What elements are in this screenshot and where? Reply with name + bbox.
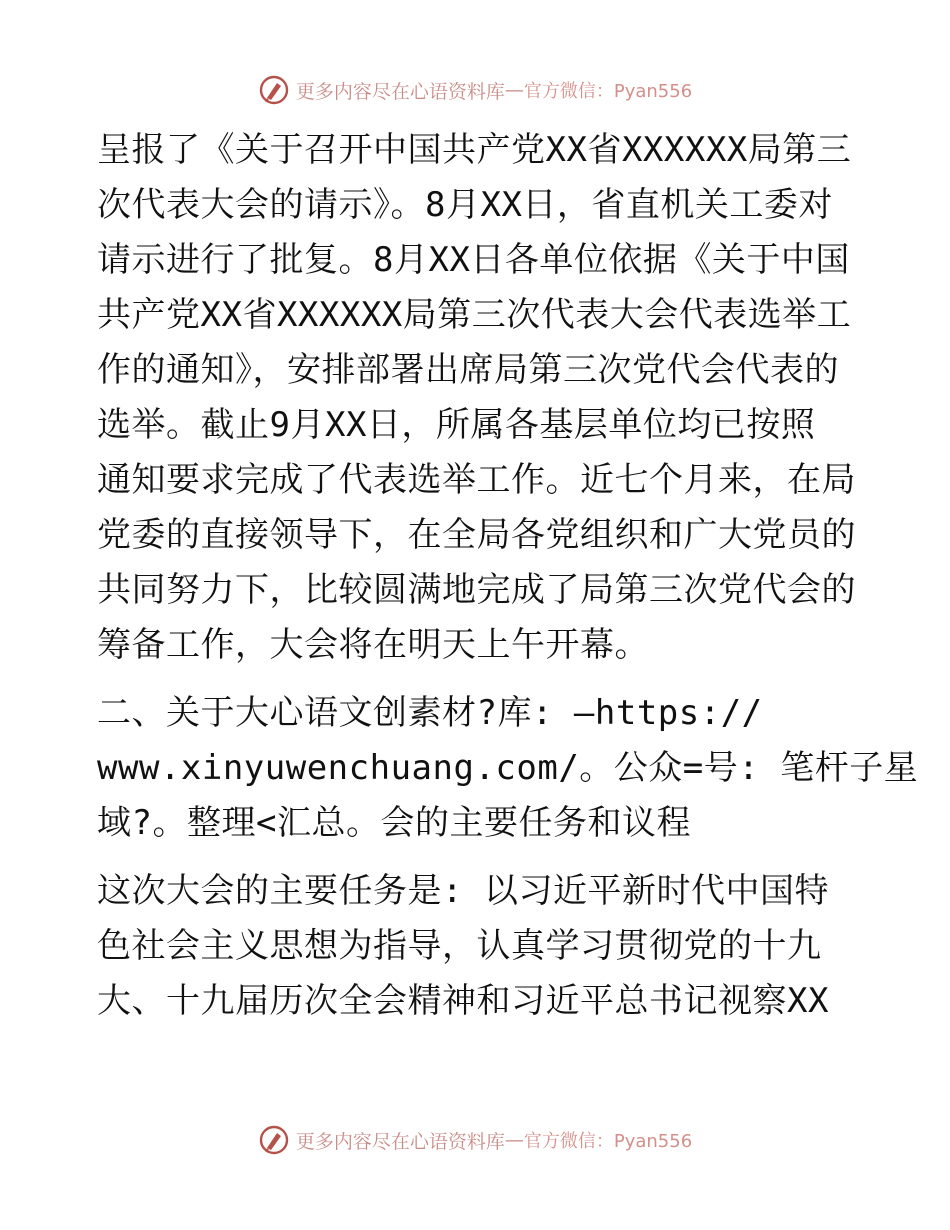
text-line: www.xinyuwenchuang.com/。公众=号: 笔杆子星 [97,748,919,788]
text-line: 通知要求完成了代表选举工作。近七个月来，在局 [97,460,856,500]
footer-watermark [0,1120,950,1160]
header-wechat-text: 官方微信：Pyan556 [523,81,693,102]
footer-wechat-text: 官方微信：Pyan556 [523,1131,693,1152]
paragraph-2 [97,686,919,851]
paragraph-3 [97,864,857,1029]
footer-dash: — [504,1129,524,1151]
text-line: 党委的直接领导下，在全局各党组织和广大党员的 [97,515,856,555]
text-line: 请示进行了批复。8月XX日各单位依据《关于中国 [97,240,850,280]
text-line: 色社会主义思想为指导，认真学习贯彻党的十九 [97,926,822,966]
text-line: 呈报了《关于召开中国共产党XX省XXXXXX局第三 [97,130,852,170]
text-line: 域?。整理<汇总。会的主要任务和议程 [97,803,691,843]
text-line: 作的通知》，安排部署出席局第三次党代会代表的 [97,350,839,390]
pen-nib-logo-icon [258,74,290,106]
text-line: 二、关于大心语文创素材?库: —https:// [97,693,763,733]
text-line: 次代表大会的请示》。8月XX日，省直机关工委对 [97,185,833,225]
document-body [97,123,919,1029]
paragraph-1 [97,123,857,673]
text-line: 共产党XX省XXXXXX局第三次代表大会代表选举工 [97,295,852,335]
pen-nib-logo-icon [258,1124,290,1156]
text-line: 这次大会的主要任务是: 以习近平新时代中国特 [97,871,829,911]
header-dash: — [504,79,524,101]
text-line: 共同努力下，比较圆满地完成了局第三次党代会的 [97,570,856,610]
text-line: 筹备工作，大会将在明天上午开幕。 [97,625,649,665]
text-line: 选举。截止9月XX日，所属各基层单位均已按照 [97,405,816,445]
header-brand-text: 更多内容尽在心语资料库 [295,80,505,103]
header-watermark [0,70,950,110]
footer-brand-text: 更多内容尽在心语资料库 [295,1130,505,1153]
text-line: 大、十九届历次全会精神和习近平总书记视察XX [97,981,829,1021]
